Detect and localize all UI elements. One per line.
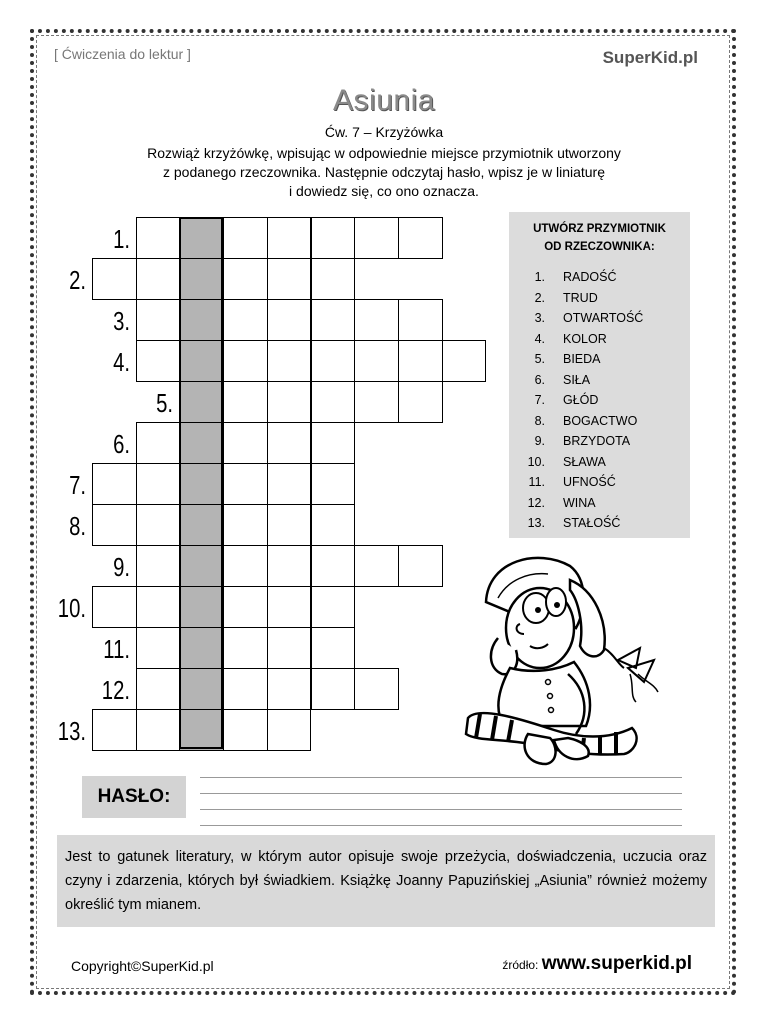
- crossword-cell[interactable]: [311, 258, 356, 300]
- crossword-cell[interactable]: [311, 586, 356, 628]
- answer-label: HASŁO:: [97, 786, 171, 807]
- instructions: [0, 144, 768, 201]
- crossword-cell[interactable]: [223, 258, 268, 300]
- word-list-item: [509, 352, 690, 372]
- crossword-cell[interactable]: [136, 545, 181, 587]
- crossword-cell[interactable]: [223, 463, 268, 505]
- crossword-cell[interactable]: [398, 381, 443, 423]
- crossword-cell[interactable]: [354, 299, 399, 341]
- word-list-item: [509, 475, 690, 495]
- clue-number: 12.: [101, 675, 130, 705]
- crossword-cell[interactable]: [92, 504, 137, 546]
- word-list-word: RADOŚĆ: [563, 270, 617, 284]
- key-cell[interactable]: [179, 217, 224, 259]
- answer-line[interactable]: [200, 793, 682, 794]
- word-list-number: 9.: [534, 434, 545, 448]
- key-cell[interactable]: [179, 586, 224, 628]
- crossword-cell[interactable]: [267, 709, 312, 751]
- crossword-cell[interactable]: [136, 422, 181, 464]
- crossword-cell[interactable]: [92, 463, 137, 505]
- crossword-cell[interactable]: [267, 217, 312, 259]
- word-list-heading-line: UTWÓRZ PRZYMIOTNIK: [533, 223, 666, 235]
- word-list-number: 6.: [534, 372, 545, 387]
- word-list-heading-line: OD RZECZOWNIKA:: [544, 241, 655, 253]
- word-list-box: [509, 212, 690, 538]
- crossword-cell[interactable]: [398, 217, 443, 259]
- word-list-word: BOGACTWO: [563, 413, 638, 428]
- word-list-item: [509, 291, 690, 311]
- word-list-number: 3.: [534, 311, 545, 325]
- word-list-word: SŁAWA: [563, 454, 606, 469]
- clue-number: 5.: [156, 388, 174, 418]
- clue-number: 13.: [57, 716, 86, 746]
- word-list-number: 2.: [534, 290, 545, 305]
- clue-number: 3.: [112, 306, 130, 336]
- crossword-cell[interactable]: [311, 340, 356, 382]
- key-cell[interactable]: [179, 627, 224, 669]
- answer-line[interactable]: [200, 825, 682, 826]
- word-list-item: [509, 516, 690, 536]
- crossword-cell[interactable]: [136, 258, 181, 300]
- instruction-line: Rozwiąż krzyżówkę, wpisując w odpowiednie miejsce przymiotnik utworzony: [147, 145, 621, 161]
- clue-number: 9.: [112, 552, 130, 582]
- crossword-cell[interactable]: [223, 422, 268, 464]
- word-list-number: 8.: [534, 413, 545, 428]
- clue-number: 7.: [69, 470, 86, 500]
- exercise-subtitle: Ćw. 7 – Krzyżówka: [324, 124, 444, 140]
- crossword-cell[interactable]: [223, 586, 268, 628]
- key-cell[interactable]: [179, 422, 224, 464]
- crossword-cell[interactable]: [223, 545, 268, 587]
- crossword-cell[interactable]: [398, 545, 443, 587]
- asiunia-girl-illustration: [458, 550, 668, 778]
- source-url[interactable]: www.superkid.pl: [541, 953, 692, 974]
- crossword-cell[interactable]: [267, 340, 312, 382]
- key-cell[interactable]: [179, 299, 224, 341]
- crossword-cell[interactable]: [267, 422, 312, 464]
- word-list-item: [509, 373, 690, 393]
- crossword-cell[interactable]: [267, 299, 312, 341]
- word-list-item: [509, 496, 690, 516]
- crossword-cell[interactable]: [354, 545, 399, 587]
- answer-label-box: [82, 776, 186, 818]
- word-list-word: OTWARTOŚĆ: [563, 311, 644, 325]
- crossword-cell[interactable]: [398, 299, 443, 341]
- crossword-cell[interactable]: [311, 463, 356, 505]
- crossword-cell[interactable]: [354, 340, 399, 382]
- crossword-cell[interactable]: [311, 504, 356, 546]
- source-label: źródło:: [502, 958, 539, 972]
- clue-number: 4.: [112, 347, 130, 377]
- crossword-cell[interactable]: [223, 627, 268, 669]
- clue-number: 1.: [112, 224, 130, 254]
- crossword-cell[interactable]: [136, 217, 181, 259]
- word-list-word: UFNOŚĆ: [563, 475, 616, 489]
- key-cell[interactable]: [179, 545, 224, 587]
- word-list-number: 1.: [534, 270, 545, 284]
- key-cell[interactable]: [179, 463, 224, 505]
- crossword-cell[interactable]: [223, 381, 268, 423]
- crossword-cell[interactable]: [136, 463, 181, 505]
- crossword-cell[interactable]: [267, 463, 312, 505]
- word-list-word: BRZYDOTA: [563, 434, 631, 448]
- word-list-word: KOLOR: [563, 331, 607, 346]
- word-list-item: [509, 414, 690, 434]
- answer-line[interactable]: [200, 809, 682, 810]
- copyright: Copyright©SuperKid.pl: [71, 958, 214, 974]
- crossword-cell[interactable]: [223, 340, 268, 382]
- word-list-item: [509, 332, 690, 352]
- crossword-cell[interactable]: [92, 586, 137, 628]
- crossword-cell[interactable]: [92, 258, 137, 300]
- crossword-cell[interactable]: [267, 258, 312, 300]
- word-list-number: 10.: [527, 454, 545, 469]
- word-list-word: TRUD: [563, 290, 598, 305]
- clue-number: 6.: [112, 429, 130, 459]
- definition-text: Jest to gatunek literatury, w którym autor opisuje swoje przeżycia, doświadczenia, uczucia oraz czyny i zdarzenia, których był świadkiem. Książkę Joanny Papuzińskiej „Asiunia” również możemy określić tym mianem.: [65, 849, 707, 913]
- crossword-cell[interactable]: [136, 504, 181, 546]
- crossword-cell[interactable]: [354, 217, 399, 259]
- page-title: Asiunia: [333, 84, 435, 117]
- source: [502, 953, 692, 975]
- crossword-cell[interactable]: [354, 381, 399, 423]
- crossword-cell[interactable]: [398, 340, 443, 382]
- instruction-line: z podanego rzeczownika. Następnie odczytaj hasło, wpisz je w liniaturę: [162, 164, 605, 180]
- brand-label: SuperKid.pl: [602, 48, 698, 67]
- crossword-cell[interactable]: [136, 340, 181, 382]
- word-list-word: WINA: [563, 495, 596, 510]
- crossword-cell[interactable]: [311, 381, 356, 423]
- clue-number: 10.: [57, 593, 86, 623]
- word-list-word: GŁÓD: [563, 393, 599, 407]
- answer-line[interactable]: [200, 777, 682, 778]
- clue-number: 11.: [102, 634, 130, 664]
- crossword-cell[interactable]: [354, 668, 399, 710]
- crossword-cell[interactable]: [311, 545, 356, 587]
- crossword-cell[interactable]: [267, 381, 312, 423]
- definition-box: [57, 835, 715, 927]
- crossword-cell[interactable]: [136, 709, 181, 751]
- word-list-item: [509, 434, 690, 454]
- crossword-cell[interactable]: [311, 627, 356, 669]
- crossword-cell[interactable]: [267, 627, 312, 669]
- crossword-cell[interactable]: [223, 299, 268, 341]
- word-list-word: BIEDA: [563, 352, 601, 366]
- crossword-cell[interactable]: [223, 217, 268, 259]
- crossword-cell[interactable]: [223, 709, 268, 751]
- word-list-number: 11.: [528, 475, 545, 489]
- word-list-number: 13.: [527, 516, 545, 530]
- crossword-cell[interactable]: [311, 299, 356, 341]
- crossword-cell[interactable]: [223, 668, 268, 710]
- crossword-cell[interactable]: [136, 627, 181, 669]
- crossword-cell[interactable]: [267, 504, 312, 546]
- word-list-word: SIŁA: [563, 372, 591, 387]
- crossword-cell[interactable]: [136, 668, 181, 710]
- crossword-cell[interactable]: [311, 422, 356, 464]
- word-list-item: [509, 393, 690, 413]
- crossword-cell[interactable]: [311, 217, 356, 259]
- crossword-cell[interactable]: [267, 586, 312, 628]
- crossword-cell[interactable]: [223, 504, 268, 546]
- series-label: [ Ćwiczenia do lektur ]: [54, 46, 191, 62]
- crossword-cell[interactable]: [311, 668, 356, 710]
- word-list-item: [509, 455, 690, 475]
- crossword-cell[interactable]: [267, 668, 312, 710]
- crossword-cell[interactable]: [92, 709, 137, 751]
- word-list-number: 4.: [534, 331, 545, 346]
- clue-number: 2.: [69, 265, 86, 295]
- word-list-heading: [509, 220, 690, 256]
- word-list-number: 7.: [534, 393, 545, 407]
- key-cell[interactable]: [179, 258, 224, 300]
- key-cell[interactable]: [179, 668, 224, 710]
- crossword-cell[interactable]: [136, 299, 181, 341]
- key-cell[interactable]: [179, 504, 224, 546]
- key-cell[interactable]: [179, 381, 224, 423]
- crossword-cell[interactable]: [136, 586, 181, 628]
- word-list-number: 5.: [534, 352, 545, 366]
- word-list-word: STAŁOŚĆ: [563, 516, 621, 530]
- word-list-item: [509, 311, 690, 331]
- word-list-number: 12.: [527, 495, 545, 510]
- instruction-line: i dowiedz się, co ono oznacza.: [289, 183, 479, 199]
- crossword-cell[interactable]: [267, 545, 312, 587]
- key-cell[interactable]: [179, 709, 224, 751]
- word-list-item: [509, 270, 690, 290]
- clue-number: 8.: [69, 511, 86, 541]
- key-cell[interactable]: [179, 340, 224, 382]
- crossword-cell[interactable]: [442, 340, 487, 382]
